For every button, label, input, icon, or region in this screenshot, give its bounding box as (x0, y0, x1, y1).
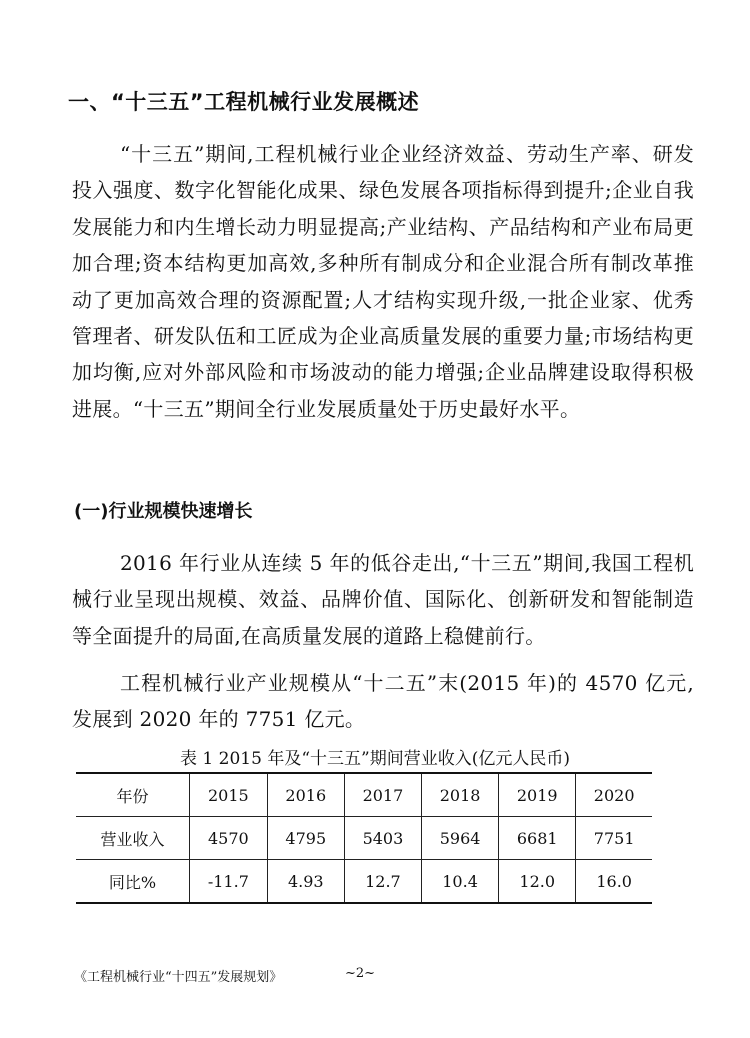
table-cell: 5964 (422, 817, 499, 860)
table-caption: 表 1 2015 年及“十三五”期间营业收入(亿元人民币) (180, 749, 570, 769)
revenue-table (76, 772, 652, 904)
table-cell: 4570 (190, 817, 268, 860)
scale-paragraph: 工程机械行业产业规模从“十二五”末(2015 年)的 4570 亿元,发展到 2020 年的 7751 亿元。 (72, 671, 694, 732)
section-heading: 一、“十三五”工程机械行业发展概述 (68, 90, 420, 114)
table-cell: 4795 (267, 817, 344, 860)
table-cell: 2018 (422, 773, 499, 817)
table-cell: 营业收入 (100, 829, 165, 849)
table-row (76, 860, 652, 904)
table-cell: 2017 (344, 773, 421, 817)
subsection-heading: (一)行业规模快速增长 (74, 501, 253, 522)
footer-document-title: 《工程机械行业“十四五”发展规划》 (74, 970, 283, 985)
table-cell: 年份 (116, 786, 149, 806)
table-cell: -11.7 (190, 860, 268, 904)
table-cell: 4.93 (267, 860, 344, 904)
table-cell: 2015 (190, 773, 268, 817)
table-cell: 16.0 (576, 860, 652, 904)
growth-paragraph: 2016 年行业从连续 5 年的低谷走出,“十三五”期间,我国工程机械行业呈现出规模、效益、品牌价值、国际化、创新研发和智能制造等全面提升的局面,在高质量发展的道路上稳健前行。 (72, 551, 694, 648)
table-cell: 6681 (499, 817, 576, 860)
overview-paragraph: “十三五”期间,工程机械行业企业经济效益、劳动生产率、研发投入强度、数字化智能化成果、绿色发展各项指标得到提升;企业自我发展能力和内生增长动力明显提高;产业结构、产品结构和产业布局更加合理;资本结构更加高效,多种所有制成分和企业混合所有制改革推动了更加高效合理的资源配置;人才结构实现升级,一批企业家、优秀管理者、研发队伍和工匠成为企业高质量发展的重要力量;市场结构更加均衡,应对外部风险和市场波动的能力增强;企业品牌建设取得积极进展。“十三五”期间全行业发展质量处于历史最好水平。 (72, 142, 694, 421)
table-cell: 12.7 (344, 860, 421, 904)
table-cell: 12.0 (499, 860, 576, 904)
page-number: ~2~ (345, 966, 376, 981)
table-cell: 7751 (576, 817, 652, 860)
table-cell: 10.4 (422, 860, 499, 904)
table-cell: 同比% (108, 872, 157, 892)
table-row (76, 817, 652, 860)
table-cell: 5403 (344, 817, 421, 860)
table-row (76, 773, 652, 817)
table-cell: 2020 (576, 773, 652, 817)
table-cell: 2016 (267, 773, 344, 817)
table-cell: 2019 (499, 773, 576, 817)
